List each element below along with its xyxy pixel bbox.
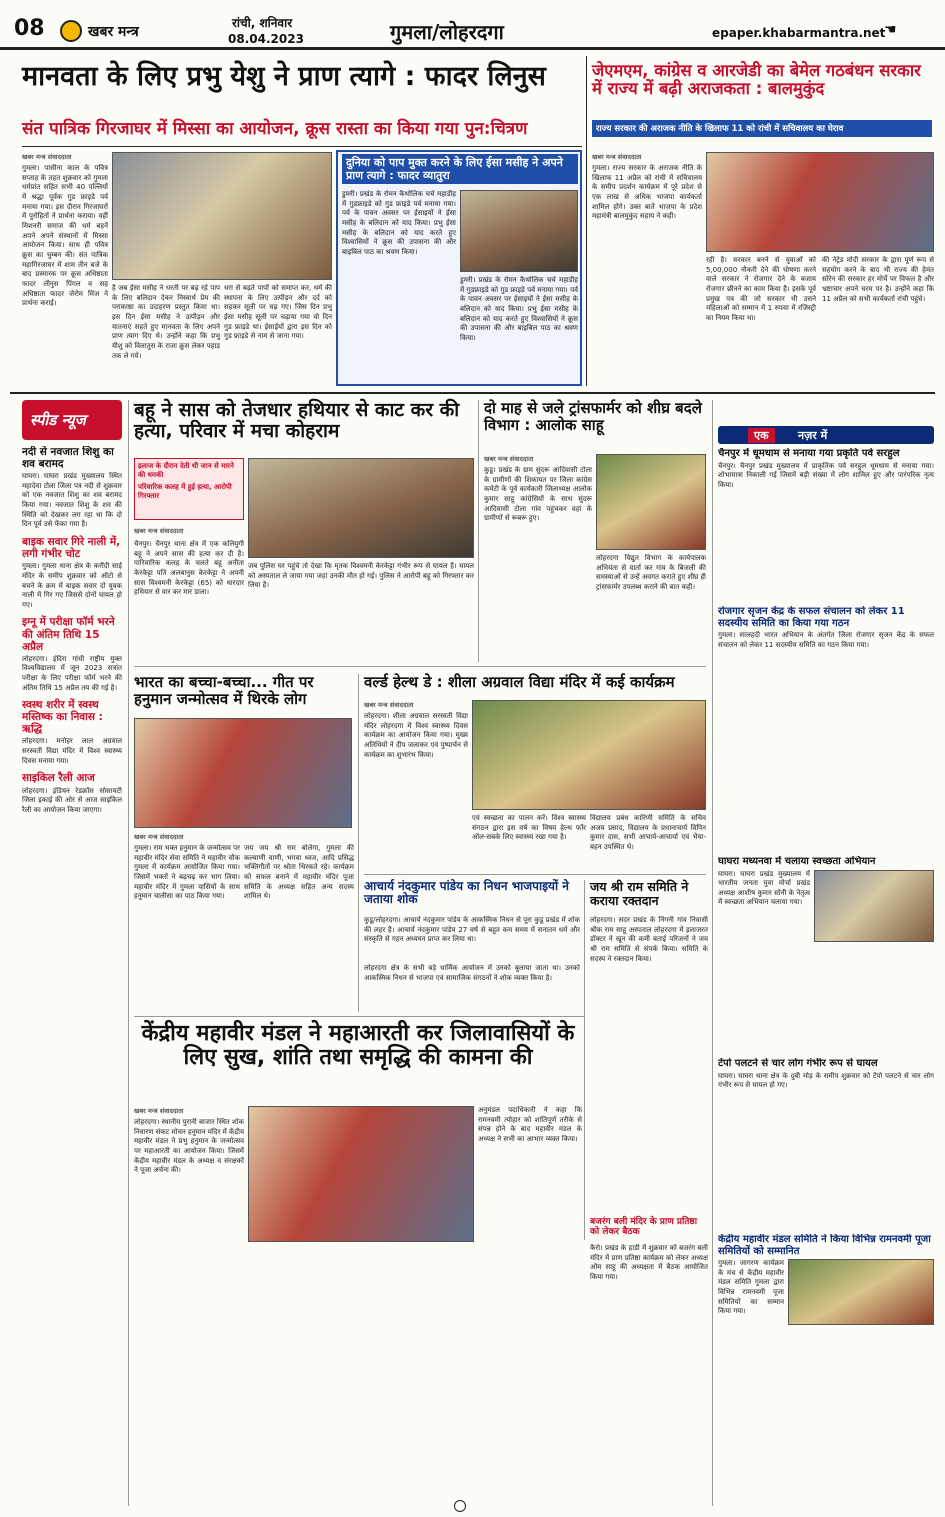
nazar-label-a: एक [748,428,775,443]
lead-box-text-cont: डुमरी। प्रखंड के रोमन कैथोलिक चर्च महाडीह में गुडफ्राइडे को गुड फ्राइडे पर्व मनाया गया। पर्व के पावन अवसर पर ईसाइयों ने ईसा मसीह के बलिदान को याद किया। प्रभु ईसा मसीह के बलिदान को याद करते हुए विश्वासियों ने क्रूस की उपासना की और बाइबिल पाठ का श्रवण किया। [460,276,578,342]
mahavir-byline: खबर मन्त्र संवाददाता [134,1107,184,1115]
speed-item-title: इग्नू में परीक्षा फॉर्म भरने की अंतिम तिथि 15 अप्रैल [22,616,115,653]
nazar-photo-cleanliness [814,870,934,942]
lead-box-photo [460,190,578,272]
pointer-icon: ☚ [884,22,897,38]
hanuman-headline: भारत का बच्चा-बच्चा... गीत पर हनुमान जन्मोत्सव में थिरके लोग [134,673,314,708]
right-lead-text2: रही है। सरकार बनने से युवाओं को 5,00,000 नौकरी देने की घोषणा करने वाले सरकार ने रोजगार देने के बजाय रोजगार छीनने का काम किया है। इसके पूर्व प्रमुख पत्र की जो सरकार थी उसने महिलाओं को सम्मान में 1 रुपया में रजिस्ट्री का नियम किया था। [706,256,816,322]
nazar-item-text: घाघरा। घाघरा थाना क्षेत्र के दुबी मोड़ के समीप शुक्रवार को टेंपो पलटने से चार लोग गंभीर रूप से घायल हो गए। [718,1071,934,1090]
hanuman-text2: जय जय श्री राम बोलेगा, गुमला की कल्याणी वाणी, भगवा ध्वज, आदि प्रसिद्ध भक्तिगीतों पर श्रोता थिरकते रहे। कार्यक्रम को सफल बनाने में महावीर मंदिर पूजा समिति के अध्यक्ष सहित अन्य सदस्य शामिल थे। [244,844,354,901]
nazar-item-text: चैनपुर। चैनपुर प्रखंड मुख्यालय में प्राकृतिक पर्व सरहुल धूमधाम से मनाया गया। शोभायात्रा निकाली गई जिसमें बड़ी संख्या में लोग शामिल हुए और पारंपरिक नृत्य किया। [718,461,934,489]
mahavir-text2: अनुमंडल पदाधिकारी ने कहा कि रामनवमी त्योहार को शांतिपूर्ण तरीके से संपन्न होने के बाद महावीर मंडल के अध्यक्ष ने सभी का आभार व्यक्त किया। [478,1106,582,1143]
health-text: लोहरदगा। शीला अग्रवाल सरस्वती विद्या मंदिर लोहरदगा में विश्व स्वास्थ्य दिवस कार्यक्रम का आयोजन किया गया। मुख्य अतिथियों ने दीप जलाकर एवं पुष्पार्चन से कार्यक्रम का शुभारंभ किया। [364,712,468,759]
nazar-item-title: घाघरा मध्यनवा में चलाया स्वच्छता अभियान [718,856,876,867]
nazar-item-2 [718,606,934,852]
hanuman-text: गुमला। राम भक्त हनुमान के जन्मोत्सव पर महावीर मंदिर सेवा समिति ने महावीर चौक गुमला में कार्यक्रम आयोजित किया गया। जिसमें भक्तों ने बढ़चढ़ कर भाग लिया। महावीर मंदिर में गुमला वासियों के साथ हनुमान चालीसा का पाठ किया गया। [134,844,240,901]
nazar-photo-samman [788,1259,934,1325]
transformer-photo [596,454,706,550]
transformer-byline: खबर मन्त्र संवाददाता [484,455,534,463]
murder-byline: खबर मन्त्र संवाददाता [134,527,184,535]
lead-text-col3: धरा से बढ़ते पापों को समाप्त कर, धर्म की स्थापना के लिए उत्पीड़न और दर्द को सहकर सूली पर चढ़ गए। जिस दिन प्रभु ईसा मसीह सूली पर चढ़ाया गया वो दिन गुड फ्राइडे था। ईसाईयों द्वारा इस दिन को गुड फ्राइडे से नाम से जाना गया। [224,284,332,341]
lead-box-title: दुनिया को पाप मुक्त करने के लिए ईसा मसीह ने अपने प्राण त्यागे : फादर व्यातुरा [342,154,578,184]
brand-logo-icon [60,20,82,42]
health-headline: वर्ल्ड हेल्थ डे : शीला अग्रवाल विद्या मंदिर में कई कार्यक्रम [364,673,675,691]
lead-text-col1: गुमला। पासीना काल के पवित्र सप्ताह के तहत शुक्रवार को गुमला धर्मप्रांत सहित सभी 40 पल्लियों में श्रद्धा पूर्वक गुड फ्राइडे पर्व मनाया गया। इस दौरान गिरजाघरों में पुरोहितों ने प्रार्थना कराया। वहीं मिशनरी समाज की धर्म बहनें अपने अपने संस्थानों में मिस्सा आयोजन किया। साथ ही पवित्र क्रूस का चुम्बन की। संत पात्रिक महागिरजाघर में शाम तीन बजे के बाद प्रस्मारक पर क्रूस अधिष्ठाता फादर लीनुस पिंगल व सह अधिष्ठाता फादर जेरोम मिंज ने प्रार्थना कराई। [22,164,108,308]
speed-news-banner [22,400,122,440]
transformer-headline: दो माह से जले ट्रांसफार्मर को शीघ्र बदले विभाग : आलोक साहू [484,399,702,434]
health-text2: एवं स्वच्छता का पालन करें। विश्व स्वास्थ्य संगठन द्वारा इस वर्ष का विषय हेल्थ फॉर ऑल-सबके लिए स्वास्थ्य रखा गया है। [472,814,586,842]
right-lead-text: गुमला। राज्य सरकार के अराजक नीति के खिलाफ 11 अप्रैल को रांची में सचिवालय के समीप प्रदर्शन कार्यक्रम में पूरे प्रदेश से एक लाख से अधिक भाजपा कार्यकर्ता शामिल होंगे। उक्त बातें भाजपा के प्रदेश महामंत्री बालमुकुंद सहाय ने कही। [592,164,702,221]
nazar-item-text: गुमला। सालहदी भारत अभियान के अंतर्गत जिला रोजगार सृजन केंद्र के सफल संचालन को लेकर 11 सदस्यीय समिति का गठन किया गया। [718,631,934,649]
health-text3: विद्यालय प्रबंध कारिणी समिति के सचिव अजय प्रसाद, विद्यालय के प्रधानाचार्य विपिन कुमार दास, सभी आचार्य-आचार्या एवं भैया-बहन उपस्थित थे। [590,814,706,851]
nazar-item-title: केंद्रीय महावीर मंडल समिति ने किया विभिन्न रामनवमी पूजा समितियों को सम्मानित [718,1234,931,1257]
speed-item-text: लोहरदगा। मनोहर लाल अग्रवाल सरस्वती विद्या मंदिर में विश्व स्वास्थ्य दिवस मनाया गया। [22,737,122,765]
right-lead-text3: की नेट्रेड मोदी सरकार के द्वारा पूर्ण रूप से सहयोग करने के बाद भी राज्य की हेमंत सोरेन की सरकार हर मोर्चे पर विफल है और भ्रष्टाचार अपने चरम पर है। उन्होंने कहा कि 11 अप्रैल को सभी कार्यकर्ता रांची पहुंचे। [822,256,934,303]
mahavir-headline: केंद्रीय महावीर मंडल ने महाआरती कर जिलावासियों के लिए सुख, शांति तथा समृद्धि की कामना की [141,1021,575,1071]
speed-item-title: नदी से नवजात शिशु का शव बरामद [22,446,114,471]
section-name: गुमला/लोहरदगा [390,20,504,44]
speed-item-title: बाइक सवार गिरे नाली में, लगी गंभीर चोट [22,536,121,561]
right-lead-headline: जेएमएम, कांग्रेस व आरजेडी का बेमेल गठबंधन सरकार में राज्य में बढ़ी अराजकता : बालमुकुंद [592,61,921,99]
page-number: 08 [14,16,45,41]
nazar-item-title: टेंपो पलटने से चार लोग गंभीर रूप से घायल [718,1058,878,1069]
transformer-text2: लोहरदगा विद्युत विभाग के कार्यपालक अभियंता से वार्ता कर गांव के बिजली की समस्याओं से उन्हें अवगत कराते हुए शीघ्र ही ट्रांसफार्मर उपलब्ध कराने की बात कही। [596,554,706,591]
murder-photo-police [248,458,474,558]
lead-subhead: संत पात्रिक गिरजाघर में मिस्सा का आयोजन, क्रूस रास्ता का किया गया पुन:चित्रण [22,119,528,139]
pandey-text: कुडू/लोहरदगा। आचार्य नंदकुमार पांडेय के आकस्मिक निधन से पूरा कुडू प्रखंड में शोक की लहर है। आचार्य नंदकुमार पांडेय 27 वर्ष से बहुत कम समय में सनातन धर्म और संस्कृति से गहन अध्ययन प्राप्त कर लिया था। [364,916,580,944]
nazar-label-b: नज़र में [798,429,828,442]
nazar-item-title: रोजगार सृजन केंद्र के सफल संचालन को लेकर 11 सदस्यीय समिति का किया गया गठन [718,606,905,629]
murder-bullets [134,458,244,520]
nazar-item-4 [718,1058,934,1230]
pandey-text2: लोहरदगा क्षेत्र के सभी बड़े धार्मिक आयोजन में उनको बुलाया जाता था। उनको आकस्मिक निधन से भाजपा एवं सामाजिक संगठनों ने शोक व्यक्त किया है। [364,964,580,982]
issue-date: 08.04.2023 [228,32,304,46]
speed-news-label: स्पीड न्यूज [30,411,86,429]
pandey-headline: आचार्य नंदकुमार पांडेय का निधन भाजपाइयों ने जताया शोक [364,879,569,907]
lead-headline: मानवता के लिए प्रभु येशु ने प्राण त्यागे : फादर लिनुस [22,61,546,92]
right-lead-caption: राज्य सरकार की अराजक नीति के खिलाफ 11 को रांची में सचिवालय का घेराव [592,120,932,137]
masthead [0,0,945,50]
murder-bullet-1: इलाज के दौरान देती थी जान से मारने की धमकी [138,462,234,479]
lead-box [336,150,582,386]
mahavir-photo [248,1106,474,1242]
website-link[interactable]: epaper.khabarmantra.net [712,26,886,40]
city-day: रांची, शनिवार [232,16,293,30]
nazar-item-text: घाघरा। घाघरा प्रखंड मुख्यालय में भारतीय जनता युवा मोर्चा प्रखंड अध्यक्ष आशीष कुमार सोनी के नेतृत्व में स्वच्छता अभियान चलाया गया। [718,869,810,907]
bajrang-headline: बजरंग बली मंदिर के प्राण प्रतिष्ठा को लेकर बैठक [590,1217,698,1237]
speed-item-text: लोहरदगा। इंडियन रेडक्रॉस सोसायटी जिला इकाई की ओर से आज साइकिल रैली का आयोजन किया जाएगा। [22,786,122,814]
murder-bullet-2: परिवारिक कलह में हुई हत्या, आरोपी गिरफ्तार [138,483,232,500]
speed-item-text: गुमला। गुमला थाना क्षेत्र के करौंदी साई मंदिर के समीप शुक्रवार को ऑटो से बचने के क्रम में बाइक सवार दो युवक नाली में गिर गए जिससे दोनों घायल हो गए। [22,562,122,609]
nazar-item-1 [718,448,934,604]
nazar-item-title: चैनपुर में धूमधाम से मनाया गया प्रकृति पर्व सरहुल [718,448,900,459]
shriram-headline: जय श्री राम समिति ने कराया रक्तदान [590,879,689,908]
nazar-banner [718,426,934,444]
nazar-item-text: गुमला। जागरण कार्यक्रम के मंच से केंद्रीय महावीर मंडल समिति गुमला द्वारा विभिन्न रामनवमी पूजा समितियों का सम्मान किया गया। [718,1259,784,1316]
right-lead-photo-meeting [706,152,934,252]
brand-name: खबर मन्त्र [88,24,139,40]
hanuman-byline: खबर मन्त्र संवाददाता [134,833,184,841]
bajrang-text: कैरो। प्रखंड के हाडी में शुक्रवार को बजरंग बली मंदिर में प्राण प्रतिष्ठा कार्यक्रम को लेकर अध्यक्ष ओम साहू की अध्यक्षता में बैठक आयोजित किया गया। [590,1244,708,1281]
murder-headline: बहू ने सास को तेजधार हथियार से काट कर की हत्या, परिवार में मचा कोहराम [134,399,460,442]
speed-item-text: घाघरा। घाघरा प्रखंड मुख्यालय स्थित महादेवा टोला जिला पत्र नदी से शुक्रवार को एक नवजात शिशु का शव बरामद किया गया। नवजात शिशु के शव की स्थिति को देखकर लग रहा था कि दो दिन पूर्व उसे फेंका गया है। [22,472,122,529]
murder-text: चैनपुर। चैनपुर थाना क्षेत्र में एक कलियुगी बहू ने अपने सास की हत्या कर दी है। पारिवारिक कलह के चलते बहू अनीता केरकेट्टा पति अलबानुस केरकेट्टा ने अपनी सास विश्वमनी केरकेट्टा (65) को धारदार हथियार से वार कर मार डाला। [134,540,244,597]
speed-item-title: स्वस्थ शरीर में स्वस्थ मस्तिष्क का निवास : ऋद्धि [22,699,103,736]
speed-item-text: लोहरदगा। इंदिरा गांधी राष्ट्रीय मुक्त विश्वविद्यालय में जून 2023 सत्रांत परीक्षा के लिए परीक्षा फॉर्म भरने की अंतिम तिथि 15 अप्रैल तय की गई है। [22,654,122,692]
nazar-item-3 [718,856,934,1054]
speed-item-title: साइकिल रैली आज [22,772,95,785]
shriram-text: लोहरदगा। सदर प्रखंड के निंगनी गांव निवासी श्रीक राम साहू अस्पताल लोहरदगा में इलाजरत डॉक्टर ने खून की कमी बताई परिजनों ने जय श्री राम समिति से संपर्क किया। समिति के सदस्य ने रक्तदान किया। [590,916,708,963]
mahavir-text: लोहरदगा। स्थानीय पुरानी बाजार स्थित शोक निवारण संकट मोचन हनुमान मंदिर में केंद्रीय महावीर मंडल ने प्रभु हनुमान के जन्मोत्सव पर महाआरती का आयोजन किया। जिसमें केंद्रीय महावीर मंडल के अध्यक्ष व संरक्षकों ने पूजा अर्चना की। [134,1118,244,1175]
transformer-text: कुडू। प्रखंड के ग्राम सुंदरू आदिवासी टोला के ग्रामीणों की शिकायत पर जिला कांग्रेस कमेटी के पूर्व कार्यकारी जिलाध्यक्ष आलोक कुमार साहू कांग्रेसियों के साथ सुंदरू आदिवासी टोला गांव पहुंचकर वहां के ग्रामीणों से रूबरू हुए। [484,466,592,523]
lead-box-text: डुमरी। प्रखंड के रोमन कैथोलिक चर्च महाडीह में गुडफ्राइडे को गुड फ्राइडे पर्व मनाया गया। पर्व के पावन अवसर पर ईसाइयों ने ईसा मसीह के बलिदान को याद किया। प्रभु ईसा मसीह के बलिदान को याद करते हुए विश्वासियों ने क्रूस की उपासना की और बाइबिल पाठ का श्रवण किया। [342,190,456,256]
murder-text2: जब पुलिस घर पहुंचे तो देखा कि मृतक विश्वमनी केरकेट्टा गंभीर रूप से घायल है। घायल को अस्पताल ले जाया गया जहां उनकी मौत हो गई। पुलिस ने आरोपी बहू को गिरफ्तार कर लिया है। [248,562,474,590]
lead-byline: खबर मन्त्र संवाददाता [22,153,72,161]
nazar-item-5 [718,1234,934,1506]
speed-news-list [22,446,122,1506]
health-byline: खबर मन्त्र संवाददाता [364,701,414,709]
lead-text-col2: है जब ईसा मसीह ने धरती पर बढ़ रहे पाप के लिए बलिदान देकर निस्वार्थ प्रेम की पराकाष्ठा का उदाहरण प्रस्तुत किया था। इस दिन ईसा मसीह ने उत्पीड़न और यातनाएं सहते हुए मानवता के लिए अपने प्राण त्याग दिए थे। उन्होंने कहा कि प्रभु यीशु को विलातुस के राजा क्रूस लेकर पहाड़ तक ले गये। [112,284,220,360]
lead-photo-procession [112,152,332,280]
health-photo [472,700,706,810]
register-mark-icon [454,1500,466,1512]
right-lead-byline: खबर मन्त्र संवाददाता [592,153,642,161]
hanuman-photo [134,718,352,828]
